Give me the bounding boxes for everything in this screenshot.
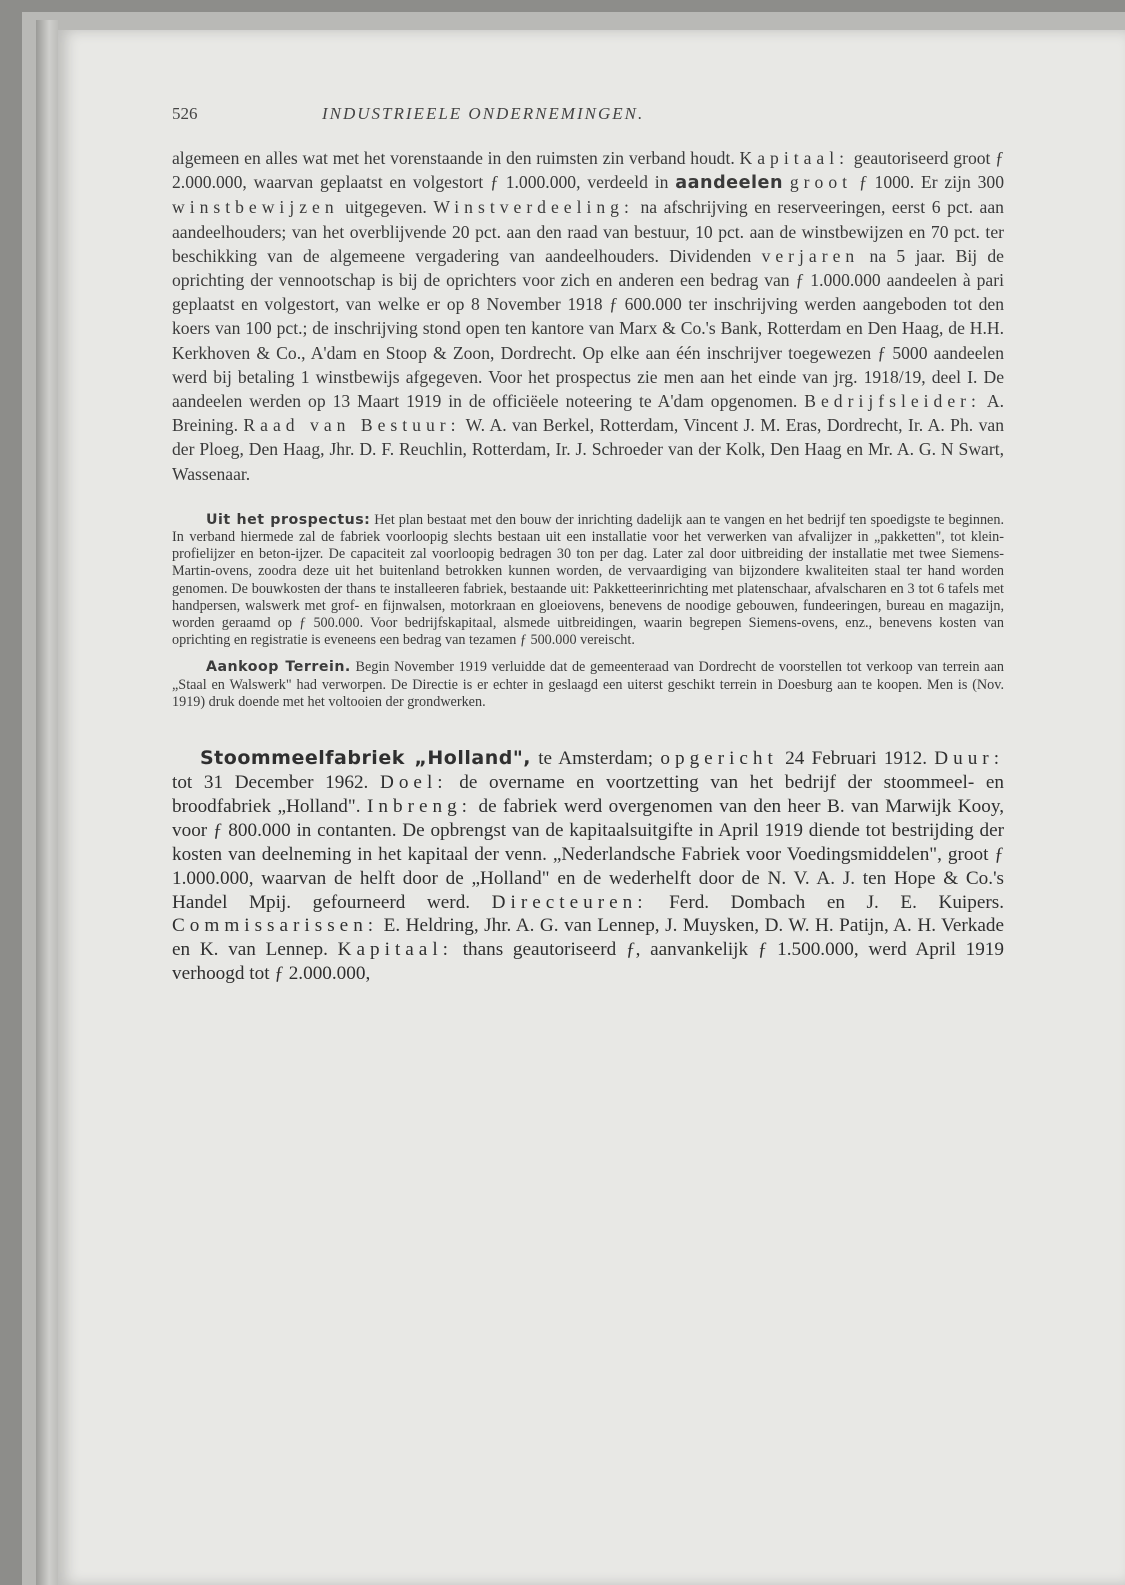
note-heading: Aankoop Terrein.	[206, 659, 351, 676]
entry-text: tot 31 December 1962.	[172, 771, 369, 793]
note-text: Begin November 1919 verluidde dat de gemeenteraad van Dordrecht de voorstellen tot verkoop van terrein aan „Staal en Walswerk" had verworpen. De Directie is er echter in geslaagd een uiterst geschikt terrein in Doesburg aan te koopen. Men is (Nov. 1919) druk doende met het voltooien der grondwerken.	[172, 659, 1004, 710]
entry-text: ƒ 1000. Er zijn 300	[858, 172, 1005, 193]
entry-text: algemeen en alles wat met het vorenstaande in den ruimsten zin verband houdt.	[172, 148, 735, 168]
page-number: 526	[172, 104, 198, 123]
field-label: winstbewijzen	[172, 197, 339, 218]
note-heading: Uit het prospectus:	[206, 511, 371, 528]
field-label: Inbreng:	[367, 795, 473, 817]
entry-text: uitgegeven.	[345, 197, 427, 218]
entry-text: na afschrijving en reserveeringen, eerst 6 pct. aan aandeelhouders; van het overblijvende 20 pct. aan den raad van bestuur, 10 pct. aan de winstbewijzen en 70 pct. ter beschikking van de algemeene vergadering van aandeelhouders. Dividenden	[172, 197, 1004, 266]
field-label: opgericht	[660, 748, 778, 770]
field-label: Doel:	[379, 771, 448, 793]
field-label: Raad van Bestuur:	[243, 415, 461, 436]
entry-text: A. Breining.	[172, 391, 1004, 436]
field-label: Bedrijfsleider:	[804, 391, 981, 412]
entry-text: te Amsterdam;	[538, 748, 654, 770]
entry-text: geautoriseerd groot ƒ 2.000.000, waarvan geplaatst en volgestort ƒ 1.000.000, verdeeld in	[172, 148, 1004, 193]
field-label: Directeuren:	[491, 891, 648, 913]
entry-text: thans geautoriseerd ƒ, aanvankelijk ƒ 1.500.000, werd April 1919 verhoogd tot ƒ 2.000.000,	[172, 939, 1004, 985]
entry-text: E. Heldring, Jhr. A. G. van Lennep, J. Muysken, D. W. H. Patijn, A. H. Verkade en K. van Lennep.	[172, 915, 1004, 961]
entry-text: 24 Februari 1912.	[785, 748, 927, 770]
field-label: Kapitaal:	[337, 939, 453, 961]
prospectus-note	[172, 512, 1004, 650]
entry-text: na 5 jaar. Bij de oprichting der vennootschap is bij de oprichters voor zich en anderen een bedrag van ƒ 1.000.000 aandeelen à pari geplaatst en volgestort, van welke er op 8 November 1918 ƒ 600.000 ter inschrijving werden aangeboden tot den koers van 100 pct.; de inschrijving stond open ten kantore van Marx & Co.'s Bank, Rotterdam en Den Haag, de H.H. Kerkhoven & Co., A'dam en Stoop & Zoon, Dordrecht. Op elke aan één inschrijver toegewezen ƒ 5000 aandeelen werd bij betaling 1 winstbewijs afgegeven. Voor het prospectus zie men aan het einde van jrg. 1918/19, deel I. De aandeelen werden op 13 Maart 1919 in de officiëele noteering te A'dam opgenomen.	[172, 245, 1004, 412]
field-label: Commissarissen:	[172, 915, 379, 937]
field-label: verjaren	[761, 245, 860, 266]
field-label: Winstverdeeling:	[433, 197, 634, 218]
page-header	[172, 104, 1004, 134]
entry-text: W. A. van Berkel, Rotterdam, Vincent J. M. Eras, Dordrecht, Ir. A. Ph. van der Ploeg, Den Haag, Jhr. D. F. Reuchlin, Rotterdam, Ir. J. Schroeder van der Kolk, Den Haag en Mr. A. G. N Swart, Wassenaar.	[172, 415, 1004, 484]
note-text: Het plan bestaat met den bouw der inrichting dadelijk aan te vangen en het bedrijf ten spoedigste te beginnen. In verband hiermede zal de fabriek voorloopig slechts bestaan uit een installatie voor het verwerken van afvalijzer in „pakketten", tot klein-profielijzer en beton-ijzer. De capaciteit zal voorloopig bedragen 30 ton per dag. Later zal door uitbreiding der installatie met twee Siemens-Martin-ovens, zoodra deze uit het buitenland betrokken kunnen worden, de vervaardiging van bijzondere kwaliteiten staal ter hand worden genomen. De bouwkosten der thans te installeeren fabriek, bestaande uit: Pakketteerinrichting met platenschaar, afvalscharen en 3 tot 6 tafels met handpersen, walswerk met grof- en fijnwalsen, motorkraan en gloeiovens, benevens de noodige gebouwen, fundeeringen, bureau en magazijn, worden geraamd op ƒ 500.000. Voor bedrijfskapitaal, alsmede uitbreidingen, waarin begrepen Siemens-ovens, enz., benevens kosten van oprichting en registratie is eveneens een bedrag van tezamen ƒ 500.000 vereischt.	[172, 511, 1004, 649]
field-label: Duur:	[934, 748, 1005, 770]
company-entry	[172, 747, 1004, 986]
entry-continuation	[172, 146, 1004, 486]
bold-term: aandeelen	[675, 173, 784, 194]
book-spine	[36, 20, 58, 1585]
running-title: INDUSTRIEELE ONDERNEMINGEN.	[322, 104, 645, 123]
entry-text: Ferd. Dombach en J. E. Kuipers.	[669, 891, 1005, 913]
page-content	[172, 104, 1004, 986]
company-name: Stoommeelfabriek „Holland",	[200, 747, 531, 770]
field-label: groot	[789, 172, 853, 193]
field-label: Kapitaal:	[739, 148, 849, 168]
entry-text: de overname en voortzetting van het bedrijf der stoommeel- en broodfabriek „Holland".	[172, 771, 1005, 817]
entry-text: de fabriek werd overgenomen van den heer B. van Marwijk Kooy, voor ƒ 800.000 in contanten. De opbrengst van de kapitaalsuitgifte in April 1919 diende tot bestrijding der kosten van deelneming in het kapitaal der venn. „Nederlandsche Fabriek voor Voedingsmiddelen", groot ƒ 1.000.000, waarvan de helft door de „Holland" en de wederhelft door de N. V. A. J. ten Hope & Co.'s Handel Mpij. gefourneerd werd.	[172, 795, 1005, 913]
terrain-note	[172, 659, 1004, 711]
